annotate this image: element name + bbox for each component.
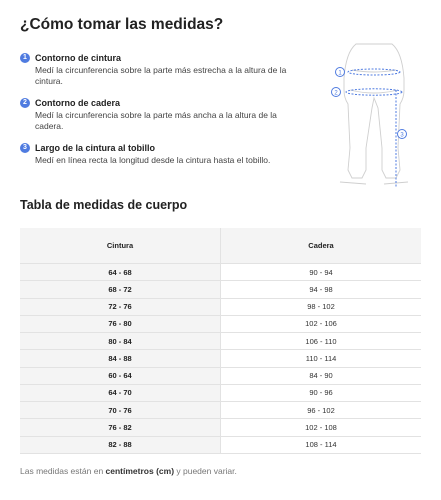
waist-cell: 70 - 76 xyxy=(20,402,221,419)
hip-cell: 98 - 102 xyxy=(221,298,422,315)
page-title: ¿Cómo tomar las medidas? xyxy=(20,16,224,33)
step-description: Medí la circunferencia sobre la parte más ancha a la altura de la cadera. xyxy=(35,110,277,131)
column-header-waist: Cintura xyxy=(20,228,221,264)
waist-cell: 82 - 88 xyxy=(20,436,221,453)
note-prefix: Las medidas están en xyxy=(20,466,106,476)
step-description: Medí en línea recta la longitud desde la cintura hasta el tobillo. xyxy=(35,155,271,165)
instructions-list xyxy=(20,52,302,176)
step-hip xyxy=(20,97,302,132)
table-row xyxy=(20,436,421,453)
table-row xyxy=(20,333,421,350)
step-number-badge: 3 xyxy=(20,143,30,153)
waist-cell: 60 - 64 xyxy=(20,367,221,384)
table-row xyxy=(20,350,421,367)
table-row xyxy=(20,298,421,315)
waist-cell: 68 - 72 xyxy=(20,281,221,298)
step-waist xyxy=(20,52,302,87)
waist-cell: 80 - 84 xyxy=(20,333,221,350)
hip-cell: 102 - 106 xyxy=(221,315,422,332)
note-units: centímetros (cm) xyxy=(105,466,175,476)
measure-badge-3 xyxy=(398,130,407,139)
step-number-badge: 1 xyxy=(20,53,30,63)
waist-cell: 64 - 68 xyxy=(20,264,221,281)
step-length xyxy=(20,142,302,166)
table-title: Tabla de medidas de cuerpo xyxy=(20,198,188,212)
pants-outline xyxy=(340,44,408,184)
table-row xyxy=(20,419,421,436)
hip-cell: 102 - 108 xyxy=(221,419,422,436)
measure-badge-2 xyxy=(332,88,341,97)
step-title: Largo de la cintura al tobillo xyxy=(35,143,156,153)
table-row xyxy=(20,367,421,384)
hip-cell: 108 - 114 xyxy=(221,436,422,453)
figure-label: 3 xyxy=(400,132,404,139)
note-suffix: y pueden variar. xyxy=(174,466,237,476)
figure-label: 1 xyxy=(338,70,342,77)
step-title: Contorno de cintura xyxy=(35,53,121,63)
waist-cell: 64 - 70 xyxy=(20,384,221,401)
column-header-hip: Cadera xyxy=(221,228,422,264)
waist-cell: 76 - 80 xyxy=(20,315,221,332)
figure-label: 2 xyxy=(334,90,338,97)
step-number-badge: 2 xyxy=(20,98,30,108)
pants-measurement-illustration xyxy=(326,38,426,196)
waist-cell: 76 - 82 xyxy=(20,419,221,436)
hip-cell: 84 - 90 xyxy=(221,367,422,384)
table-row xyxy=(20,281,421,298)
table-header-row xyxy=(20,228,421,264)
hip-cell: 96 - 102 xyxy=(221,402,422,419)
table-row xyxy=(20,264,421,281)
step-title: Contorno de cadera xyxy=(35,98,121,108)
hip-cell: 90 - 96 xyxy=(221,384,422,401)
waist-cell: 84 - 88 xyxy=(20,350,221,367)
size-table xyxy=(20,228,421,454)
table-row xyxy=(20,384,421,401)
hip-cell: 90 - 94 xyxy=(221,264,422,281)
units-note xyxy=(20,466,237,476)
waist-cell: 72 - 76 xyxy=(20,298,221,315)
table-row xyxy=(20,402,421,419)
hip-cell: 94 - 98 xyxy=(221,281,422,298)
hip-cell: 110 - 114 xyxy=(221,350,422,367)
table-row xyxy=(20,315,421,332)
hip-cell: 106 - 110 xyxy=(221,333,422,350)
measure-badge-1 xyxy=(336,68,345,77)
step-description: Medí la circunferencia sobre la parte más estrecha a la altura de la cintura. xyxy=(35,65,287,86)
measure-lines xyxy=(346,69,402,188)
